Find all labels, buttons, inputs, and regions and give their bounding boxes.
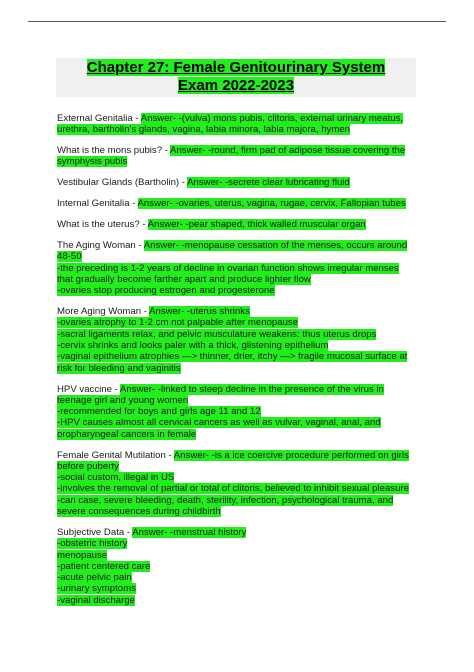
question-text: Vestibular Glands (Bartholin) - (57, 177, 188, 189)
question-text: HPV vaccine - (57, 383, 120, 395)
answer-line: -patient centered care (57, 560, 151, 572)
answer-line: Answer- -linked to steep decline in the presence of the virus in teenage girl and young women (57, 383, 384, 406)
answer-line: Answer- -uterus shrinks (149, 306, 250, 318)
answer-line: Answer- -menstrual history (132, 526, 247, 538)
question-text: External Genitalia - (57, 113, 141, 124)
answer-line: menopause (57, 549, 108, 561)
qa-item (57, 240, 413, 296)
answer-line: -obstetric history (57, 538, 128, 550)
qa-item (57, 450, 413, 518)
question-text: Female Genital Mutilation - (57, 449, 174, 461)
answer-line: -sacral ligaments relax, and pelvic musculature weakens: thus uterus drops (57, 328, 377, 340)
title-line-1: Chapter 27: Female Genitourinary System (86, 59, 386, 76)
answer-line: Answer- -round, firm pad of adipose tissue covering the symphysis pubis (57, 145, 406, 168)
answer-line: Answer- -(vulva) mons pubis, clitoris, external urinary meatus, urethra, bartholin's glands, vagina, labia minora, labia majora, hymen (57, 113, 404, 136)
answer-line: Answer- -menopause cessation of the menses, occurs around 48-50 (57, 240, 408, 263)
answer-line: -cervix shrinks and looks paler with a thick, glistening epithelium (57, 340, 329, 352)
answer-line: -involves the removal of partial or total of clitoris, believed to inhibit sexual pleasure (57, 483, 409, 495)
answer-line: -the preceding is 1-2 years of decline in ovarian function shows irregular menses that gradually become farther apart and produce lighter flow (57, 262, 399, 285)
answer-line: -ovaries stop producing estrogen and progesterone (57, 285, 275, 297)
qa-item (57, 306, 413, 374)
question-text: What is the uterus? - (57, 219, 148, 231)
answer-line: -can case, severe bleeding, death, sterility, infection, psychological trauma, and severe consequences during childbirth (57, 494, 394, 518)
question-text: Subjective Data - (57, 526, 133, 538)
top-divider (28, 21, 446, 22)
answer-line: -recommended for boys and girls age 11 and 12 (57, 406, 261, 418)
answer-line: -vaginal discharge (57, 594, 135, 606)
answer-line: Answer- -is a ice coercive procedure performed on girls before puberty (57, 449, 409, 472)
answer-line: Answer- -pear shaped, thick walled muscular organ (147, 219, 366, 231)
question-text: The Aging Woman - (57, 240, 144, 252)
title-line-2: Exam 2022-2023 (178, 77, 294, 94)
answer-line: -HPV causes almost all cervical cancers as well as vulvar, vaginal, anal, and oropharyngeal cancers in female (57, 417, 381, 440)
qa-item (57, 384, 413, 440)
answer-line: -ovaries atrophy to 1-2 cm not palpable after menopause (57, 317, 299, 329)
answer-line: -acute pelvic pain (57, 572, 132, 584)
answer-line: Answer- -ovaries, uterus, vagina, rugae, cervix, Fallopian tubes (137, 198, 406, 210)
qa-item (57, 113, 413, 136)
qa-item (57, 198, 413, 209)
question-text: What is the mons pubis? - (57, 145, 171, 157)
qa-list (57, 113, 413, 616)
question-text: More Aging Woman - (57, 306, 150, 318)
qa-item (57, 219, 413, 230)
qa-item (57, 177, 413, 188)
question-text: Internal Genitalia - (57, 198, 138, 210)
document-title (56, 58, 416, 97)
qa-item (57, 145, 413, 168)
answer-line: -vaginal epithelium atrophies —> thinner, drier, itchy —> fragile mucosal surface at risk for bleeding and vaginitis (57, 351, 408, 374)
answer-line: -urinary symptoms (57, 583, 136, 595)
answer-line: -social custom, illegal in US (57, 472, 175, 484)
answer-line: Answer- -secrete clear lubricating fluid (187, 177, 350, 189)
qa-item (57, 527, 413, 606)
